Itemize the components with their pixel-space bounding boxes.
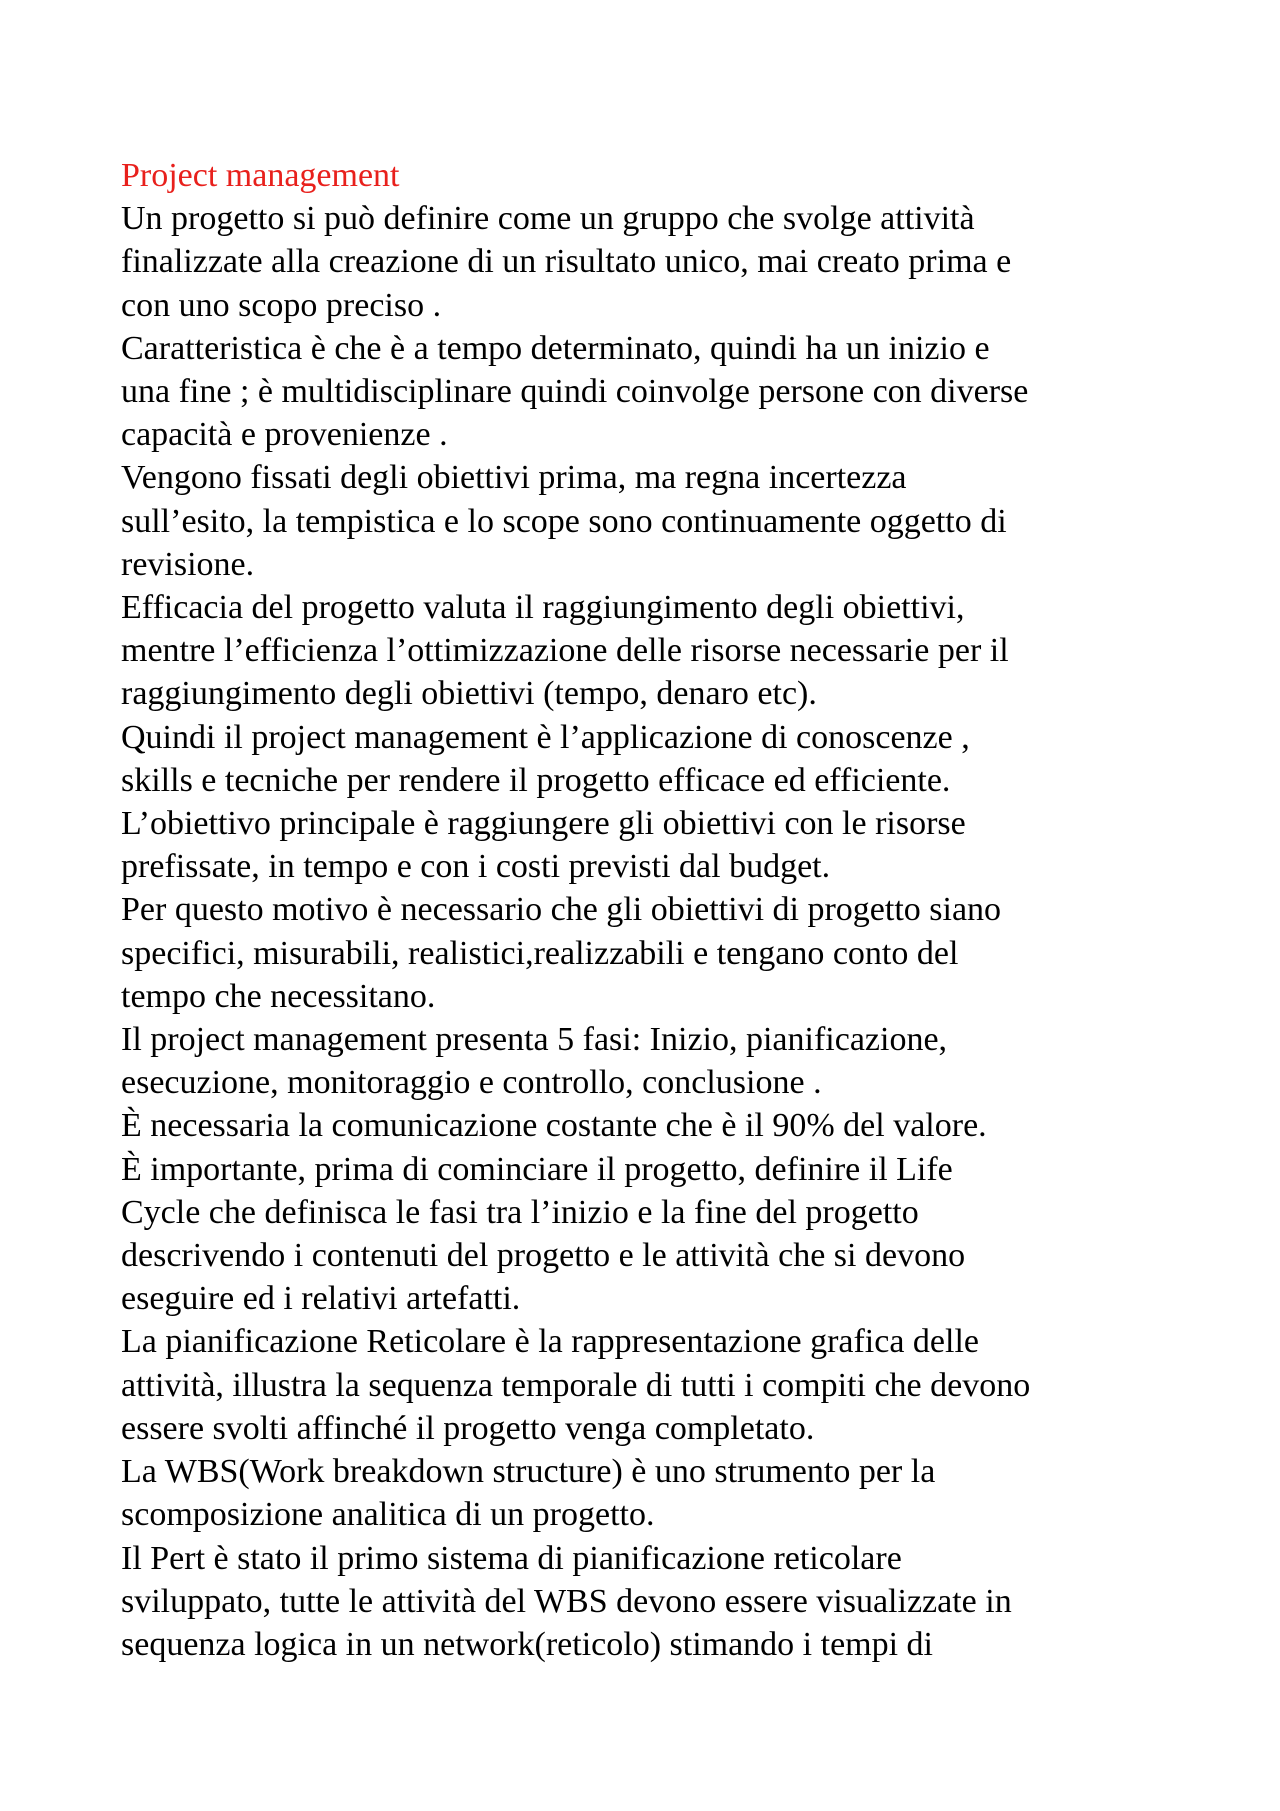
paragraph-specific-objectives bbox=[121, 888, 1181, 1018]
text-line: Il project management presenta 5 fasi: Inizio, pianificazione, bbox=[121, 1021, 948, 1059]
text-line: mentre l’efficienza l’ottimizzazione delle risorse necessarie per il bbox=[121, 632, 1009, 670]
paragraph-main-objective bbox=[121, 802, 1181, 888]
paragraph-life-cycle bbox=[121, 1148, 1181, 1321]
text-line: Vengono fissati degli obiettivi prima, ma regna incertezza bbox=[121, 459, 907, 497]
text-line: È importante, prima di cominciare il progetto, definire il Life bbox=[121, 1150, 953, 1188]
text-line: una fine ; è multidisciplinare quindi coinvolge persone con diverse bbox=[121, 373, 1029, 411]
text-line: essere svolti affinché il progetto venga completato. bbox=[121, 1409, 815, 1447]
paragraph-wbs bbox=[121, 1450, 1181, 1536]
text-line: È necessaria la comunicazione costante che è il 90% del valore. bbox=[121, 1107, 987, 1145]
text-line: eseguire ed i relativi artefatti. bbox=[121, 1280, 521, 1318]
text-line: esecuzione, monitoraggio e controllo, conclusione . bbox=[121, 1064, 822, 1102]
text-line: La WBS(Work breakdown structure) è uno strumento per la bbox=[121, 1453, 936, 1491]
text-line: Cycle che definisca le fasi tra l’inizio e la fine del progetto bbox=[121, 1193, 919, 1231]
text-line: tempo che necessitano. bbox=[121, 977, 436, 1015]
text-line: sull’esito, la tempistica e lo scope sono continuamente oggetto di bbox=[121, 502, 1007, 540]
paragraph-efficacy bbox=[121, 586, 1181, 716]
paragraph-objectives bbox=[121, 456, 1181, 586]
text-line: finalizzate alla creazione di un risultato unico, mai creato prima e bbox=[121, 243, 1012, 281]
text-line: Quindi il project management è l’applicazione di conoscenze , bbox=[121, 718, 970, 756]
paragraph-project-management bbox=[121, 716, 1181, 802]
text-line: con uno scopo preciso . bbox=[121, 286, 442, 324]
text-line: sequenza logica in un network(reticolo) stimando i tempi di bbox=[121, 1625, 933, 1663]
text-line: skills e tecniche per rendere il progetto efficace ed efficiente. bbox=[121, 761, 951, 799]
text-line: revisione. bbox=[121, 545, 255, 583]
text-line: sviluppato, tutte le attività del WBS devono essere visualizzate in bbox=[121, 1582, 1012, 1620]
document-body bbox=[121, 154, 1181, 1666]
text-line: descrivendo i contenuti del progetto e le attività che si devono bbox=[121, 1237, 966, 1275]
text-line: Per questo motivo è necessario che gli obiettivi di progetto siano bbox=[121, 891, 1002, 929]
text-line: Caratteristica è che è a tempo determinato, quindi ha un inizio e bbox=[121, 329, 990, 367]
paragraph-phases bbox=[121, 1018, 1181, 1104]
paragraph-characteristics bbox=[121, 327, 1181, 457]
document-title: Project management bbox=[121, 157, 400, 194]
text-line: capacità e provenienze . bbox=[121, 416, 448, 454]
text-line: Il Pert è stato il primo sistema di pianificazione reticolare bbox=[121, 1539, 902, 1577]
text-line: specifici, misurabili, realistici,realizzabili e tengano conto del bbox=[121, 934, 959, 972]
paragraph-reticular-planning bbox=[121, 1320, 1181, 1450]
text-line: La pianificazione Reticolare è la rappresentazione grafica delle bbox=[121, 1323, 980, 1361]
paragraph-communication bbox=[121, 1104, 1181, 1147]
text-line: attività, illustra la sequenza temporale di tutti i compiti che devono bbox=[121, 1366, 1031, 1404]
paragraph-pert bbox=[121, 1537, 1181, 1667]
text-line: Un progetto si può definire come un gruppo che svolge attività bbox=[121, 200, 975, 238]
text-line: Efficacia del progetto valuta il raggiungimento degli obiettivi, bbox=[121, 589, 965, 627]
text-line: raggiungimento degli obiettivi (tempo, denaro etc). bbox=[121, 675, 817, 713]
paragraph-definition bbox=[121, 197, 1181, 327]
text-line: L’obiettivo principale è raggiungere gli obiettivi con le risorse bbox=[121, 805, 966, 843]
text-line: scomposizione analitica di un progetto. bbox=[121, 1496, 655, 1534]
text-line: prefissate, in tempo e con i costi previsti dal budget. bbox=[121, 848, 831, 886]
